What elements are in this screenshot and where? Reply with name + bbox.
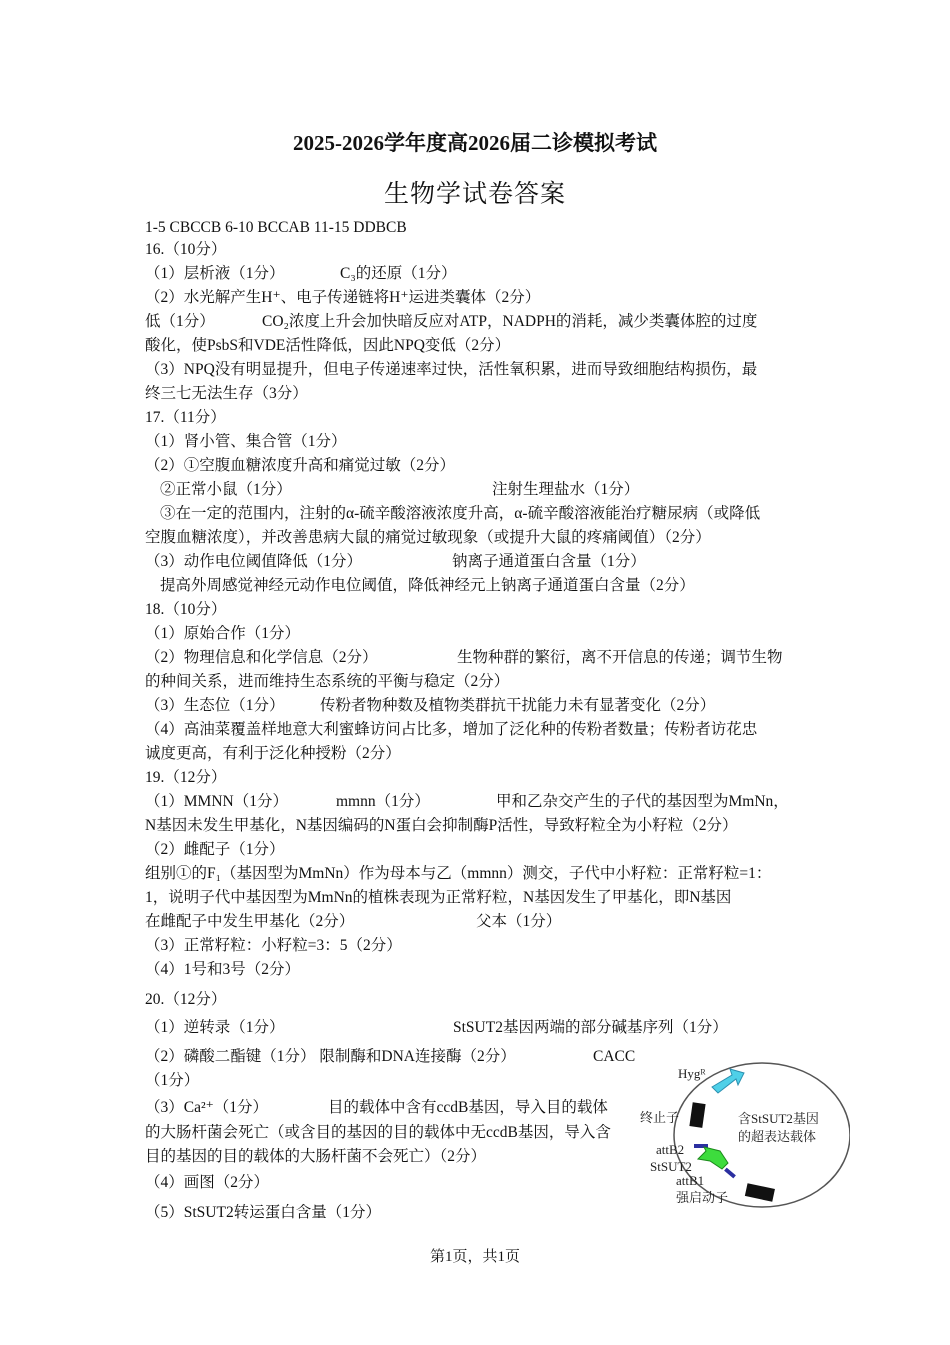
answer-line-text: （2）水光解产生H⁺、电子传递链将H⁺运进类囊体（2分） <box>145 289 541 306</box>
answer-line-text: （1）MMNN（1分） <box>145 793 288 810</box>
answer-line-text: （2）雌配子（1分） <box>145 841 285 858</box>
answer-line-text: （4）1号和3号（2分） <box>145 961 301 978</box>
answer-line-text: 目的基因的目的载体的大肠杆菌不会死亡）（2分） <box>145 1148 487 1165</box>
answer-line-text: （4）高油菜覆盖样地意大利蜜蜂访问占比多，增加了泛化种的传粉者数量；传粉者访花忠 <box>145 721 758 738</box>
answer-line-text: （3）动作电位阈值降低（1分） <box>145 553 363 570</box>
page-footer: 第1页，共1页 <box>429 1249 520 1265</box>
answer-line-text: 16.（10分） <box>145 241 227 258</box>
answer-line-text: 18.（10分） <box>145 601 227 618</box>
answer-line-text: StSUT2基因两端的部分碱基序列（1分） <box>453 1019 728 1036</box>
answer-line-text: （5）StSUT2转运蛋白含量（1分） <box>145 1204 381 1221</box>
vector-name-line2: 的超表达载体 <box>738 1129 817 1144</box>
answer-line-text: （4）画图（2分） <box>145 1174 270 1191</box>
answer-line-text: 提高外周感觉神经元动作电位阈值，降低神经元上钠离子通道蛋白含量（2分） <box>160 577 695 594</box>
page-title: 2025-2026学年度高2026届二诊模拟考试 <box>293 131 657 155</box>
stsut2-label: StSUT2 <box>650 1159 692 1174</box>
stsut2-gene-arrow <box>698 1147 728 1169</box>
hyg-label: Hygᴿ <box>678 1066 706 1081</box>
answer-line-text: 终三七无法生存（3分） <box>145 385 308 402</box>
answer-line-text: 17.（11分） <box>145 409 226 426</box>
answer-line-text: ③在一定的范围内，注射的α-硫辛酸溶液浓度升高，α-硫辛酸溶液能治疗糖尿病（或降低 <box>160 505 761 522</box>
answer-line-text: 传粉者物种数及植物类群抗干扰能力未有显著变化（2分） <box>320 697 716 714</box>
answer-line-text: 1-5 CBCCB 6-10 BCCAB 11-15 DDBCB <box>145 219 407 236</box>
answer-line-text: （3）生态位（1分） <box>145 697 285 714</box>
answer-line-text: （1分） <box>145 1072 200 1089</box>
page-subtitle: 生物学试卷答案 <box>383 181 566 208</box>
answer-line-text: N基因未发生甲基化，N基因编码的N蛋白会抑制酶P活性，导致籽粒全为小籽粒（2分） <box>145 817 738 834</box>
answer-line-text: C₃的还原（1分） <box>340 265 457 282</box>
answer-line-text: （2）①空腹血糖浓度升高和痛觉过敏（2分） <box>145 457 456 474</box>
answer-line-text: （3）正常籽粒：小籽粒=3：5（2分） <box>145 937 402 954</box>
terminator-block <box>689 1102 705 1128</box>
answer-line-text: 19.（12分） <box>145 769 227 786</box>
answer-line-text: 在雌配子中发生甲基化（2分） <box>145 913 355 930</box>
answer-line-text: （1）肾小管、集合管（1分） <box>145 433 347 450</box>
answer-line-text: 空腹血糖浓度），并改善患病大鼠的痛觉过敏现象（或提升大鼠的疼痛阈值）（2分） <box>145 529 711 546</box>
answer-line-text: （2）物理信息和化学信息（2分） <box>145 649 378 666</box>
answer-line-text: （3）Ca²⁺（1分） <box>145 1099 269 1116</box>
answer-line-text: 20.（12分） <box>145 991 227 1008</box>
promoter-label: 强启动子 <box>676 1190 729 1205</box>
answer-line-text: 低（1分） <box>145 313 215 330</box>
answer-line-text: （3）NPQ没有明显提升，但电子传递速率过快，活性氧积累，进而导致细胞结构损伤，最 <box>145 361 758 378</box>
answer-line-text: 的种间关系，进而维持生态系统的平衡与稳定（2分） <box>145 673 510 690</box>
answer-line-text: 的大肠杆菌会死亡（或含目的基因的目的载体中无ccdB基因，导入含 <box>145 1124 611 1141</box>
vector-name-line1: 含StSUT2基因 <box>738 1111 819 1126</box>
answer-line-text: 钠离子通道蛋白含量（1分） <box>452 553 646 570</box>
answer-line-text: ②正常小鼠（1分） <box>160 481 292 498</box>
attb1-label: attB1 <box>676 1173 705 1188</box>
answer-line-text: 父本（1分） <box>476 913 562 930</box>
attb1-site <box>724 1168 736 1179</box>
answer-line-text: 组别①的F₁（基因型为MmNn）作为母本与乙（mmnn）测交，子代中小籽粒：正常籽粒=1： <box>145 865 772 882</box>
answer-line-text: 1，说明子代中基因型为MmNn的植株表现为正常籽粒，N基因发生了甲基化，即N基因 <box>145 889 732 906</box>
answer-line-text: （1）原始合作（1分） <box>145 625 301 642</box>
answer-line-text: 诚度更高，有利于泛化种授粉（2分） <box>145 745 401 762</box>
answer-line-text: CO₂浓度上升会加快暗反应对ATP，NADPH的消耗，减少类囊体腔的过度 <box>262 313 758 330</box>
answer-line-text: （2）磷酸二酯键（1分） 限制酶和DNA连接酶（2分） <box>145 1048 516 1065</box>
vector-diagram <box>640 1055 850 1215</box>
terminator-label: 终止子 <box>640 1110 680 1125</box>
answer-line-text: 注射生理盐水（1分） <box>492 481 640 498</box>
answer-line-text: 酸化，使PsbS和VDE活性降低，因此NPQ变低（2分） <box>145 337 511 354</box>
answer-line-text: CACC <box>593 1048 636 1065</box>
answer-line-text: mmnn（1分） <box>336 793 430 810</box>
answer-line-text: （1）层析液（1分） <box>145 265 285 282</box>
attb2-label: attB2 <box>656 1142 685 1157</box>
answer-line-text: 目的载体中含有ccdB基因，导入目的载体 <box>328 1099 608 1116</box>
answer-line-text: （1）逆转录（1分） <box>145 1019 285 1036</box>
answer-line-text: 生物种群的繁衍，离不开信息的传递；调节生物 <box>457 649 783 666</box>
answer-line-text: 甲和乙杂交产生的子代的基因型为MmNn， <box>496 793 789 810</box>
promoter-block <box>745 1183 775 1202</box>
